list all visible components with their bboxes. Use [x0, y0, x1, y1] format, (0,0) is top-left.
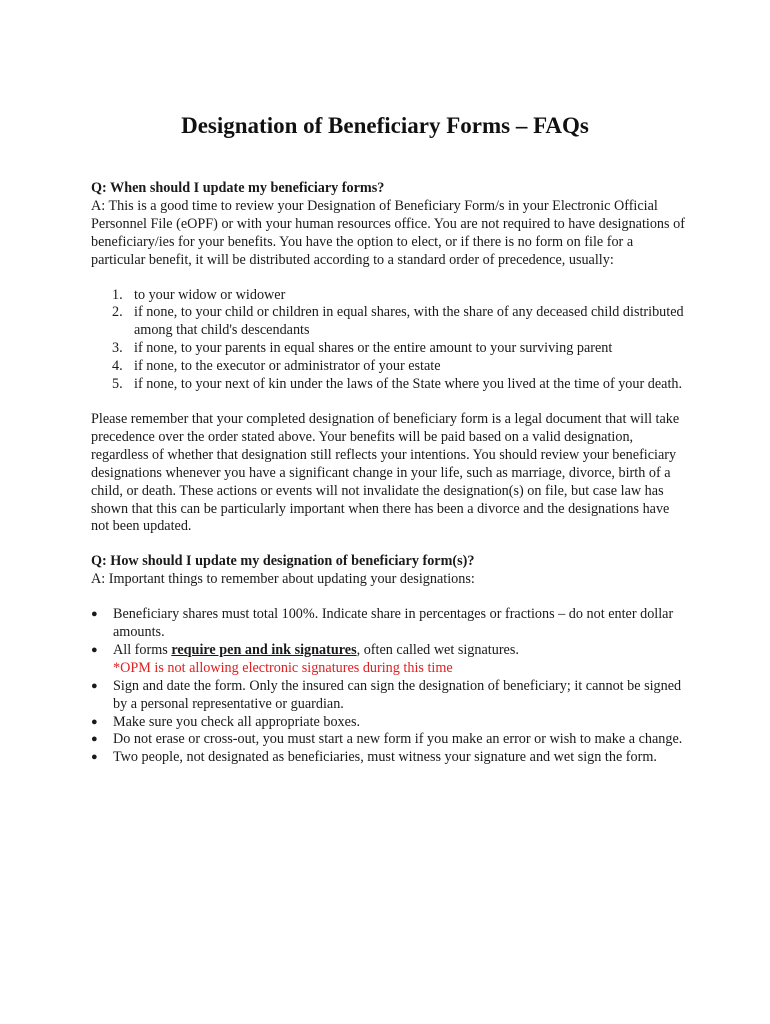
bullet-icon: ● [91, 643, 98, 656]
list-item-text: if none, to your child or children in equal shares, with the share of any deceased child distributed among that child's descendants [134, 304, 684, 339]
answer-text: This is a good time to review your Designation of Beneficiary Form/s in your Electronic Official Personnel File (eOPF) or with your human resources office. You are not required to have designations of beneficiary/ies for your benefits. You have the option to elect, or if there is no form on file for a particular benefit, it will be distributed according to a standard order of precedence, usually: [91, 197, 685, 268]
list-item [112, 340, 691, 358]
list-item-text: , often called wet signatures. [356, 641, 519, 658]
question-when-update: Q: When should I update my beneficiary forms? [91, 180, 385, 196]
question-how-update: Q: How should I update my designation of beneficiary form(s)? [91, 553, 475, 570]
list-item-text: All forms [113, 641, 172, 658]
list-item [91, 731, 691, 749]
list-number: 5. [112, 376, 123, 393]
document-body [91, 180, 691, 767]
list-number: 3. [112, 340, 123, 357]
bullet-icon: ● [91, 751, 98, 764]
list-item [91, 677, 691, 714]
list-item-text: Make sure you check all appropriate boxes. [113, 713, 361, 730]
list-item [91, 641, 691, 678]
list-item-text: Sign and date the form. Only the insured can sign the designation of beneficiary; it cannot be signed by a personal representative or guardian. [113, 677, 682, 712]
opm-notice: *OPM is not allowing electronic signatures during this time [113, 659, 453, 676]
list-item-text: Do not erase or cross-out, you must start a new form if you make an error or wish to make a change. [113, 731, 683, 748]
list-number: 4. [112, 358, 123, 375]
list-item [91, 606, 691, 642]
answer-how-update: A: Important things to remember about updating your designations: [91, 571, 475, 588]
list-item-text: to your widow or widower [134, 286, 286, 303]
bullet-icon: ● [91, 733, 98, 746]
list-item-text: Two people, not designated as beneficiaries, must witness your signature and wet sign the form. [113, 749, 657, 766]
spacer [91, 270, 691, 287]
legal-reminder-paragraph: Please remember that your completed designation of beneficiary form is a legal document that will take precedence over the order stated above. Your benefits will be paid based on a valid designation, regardless of whether that designation still reflects your intentions. You should review your beneficiary designations whenever you have a significant change in your life, such as marriage, divorce, birth of a child, or death. These actions or events will not invalidate the designation(s) on file, but case law has shown that this can be particularly important when there has been a divorce and the designations have not been updated. [91, 410, 680, 535]
bullet-icon: ● [91, 715, 98, 728]
list-item [112, 358, 691, 376]
list-number: 1. [112, 286, 123, 303]
spacer [91, 394, 691, 411]
list-item [112, 376, 691, 394]
list-item-text: if none, to your next of kin under the laws of the State where you lived at the time of your death. [134, 376, 683, 393]
list-item [91, 713, 691, 732]
update-tips-list [91, 606, 691, 767]
list-item [91, 749, 691, 767]
emphasis-text: require pen and ink signatures [171, 641, 357, 658]
answer-when-update [91, 198, 691, 270]
list-item [112, 304, 691, 340]
spacer [91, 589, 691, 606]
list-item-text: if none, to the executor or administrator of your estate [134, 358, 441, 375]
answer-prefix: A: [91, 197, 106, 214]
order-of-precedence-list [91, 287, 691, 394]
page-title: Designation of Beneficiary Forms – FAQs [181, 113, 589, 138]
bullet-icon: ● [91, 679, 98, 692]
list-item-text: if none, to your parents in equal shares or the entire amount to your surviving parent [134, 340, 613, 357]
list-item-text: Beneficiary shares must total 100%. Indicate share in percentages or fractions – do not enter dollar amounts. [113, 606, 674, 641]
spacer [91, 536, 691, 553]
list-item [112, 286, 691, 305]
list-number: 2. [112, 304, 123, 321]
bullet-icon: ● [91, 608, 98, 621]
